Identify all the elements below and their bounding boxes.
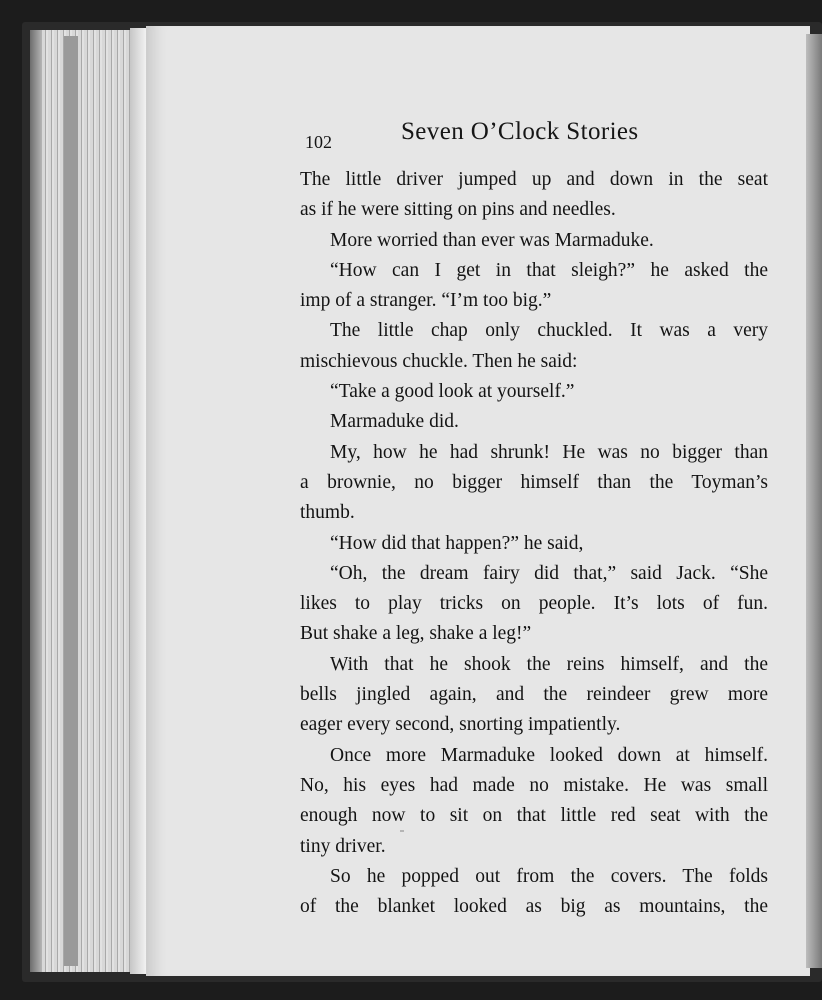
text-line: Marmaduke did. [330, 411, 459, 433]
text-line: More worried than ever was Marmaduke. [330, 229, 654, 251]
text-line: enough now to sit on that little red seat with the [300, 805, 768, 827]
text-line: With that he shook the reins himself, and the [330, 653, 768, 675]
text-line: likes to play tricks on people. It’s lots of fun. [300, 593, 768, 615]
text-line: as if he were sitting on pins and needles. [300, 199, 616, 221]
text-line: “Oh, the dream fairy did that,” said Jack. “She [330, 562, 768, 584]
page-edge-highlight [130, 28, 146, 974]
text-line: The little driver jumped up and down in the seat [300, 169, 768, 190]
text-line: But shake a leg, shake a leg!” [300, 623, 532, 645]
page-edge-shadow [30, 30, 42, 972]
text-line: “Take a good look at yourself.” [330, 381, 575, 403]
page-edge-gap [64, 36, 78, 966]
text-line: Once more Marmaduke looked down at himself. [330, 744, 768, 766]
text-line: “How can I get in that sleigh?” he asked the [330, 259, 768, 281]
text-line: No, his eyes had made no mistake. He was small [300, 774, 768, 796]
text-line: The little chap only chuckled. It was a very [330, 320, 768, 342]
text-line: tiny driver. [300, 835, 386, 857]
text-line: eager every second, snorting impatiently. [300, 714, 621, 736]
body-text [300, 165, 768, 922]
page-header [305, 118, 775, 158]
text-line: My, how he had shrunk! He was no bigger than [330, 441, 768, 463]
text-line: thumb. [300, 502, 355, 524]
page-right-edge [806, 34, 822, 968]
text-line: imp of a stranger. “I’m too big.” [300, 290, 552, 312]
page-number: 102 [305, 132, 332, 152]
text-line: bells jingled again, and the reindeer grew more [300, 684, 768, 706]
text-line: So he popped out from the covers. The folds [330, 865, 768, 887]
text-line: “How did that happen?” he said, [330, 532, 584, 554]
text-line: mischievous chuckle. Then he said: [300, 350, 578, 372]
running-title: Seven O’Clock Stories [401, 118, 639, 145]
paper-speck [400, 830, 404, 832]
text-line: of the blanket looked as big as mountains, the [300, 896, 768, 918]
text-line: a brownie, no bigger himself than the Toyman’s [300, 471, 768, 493]
